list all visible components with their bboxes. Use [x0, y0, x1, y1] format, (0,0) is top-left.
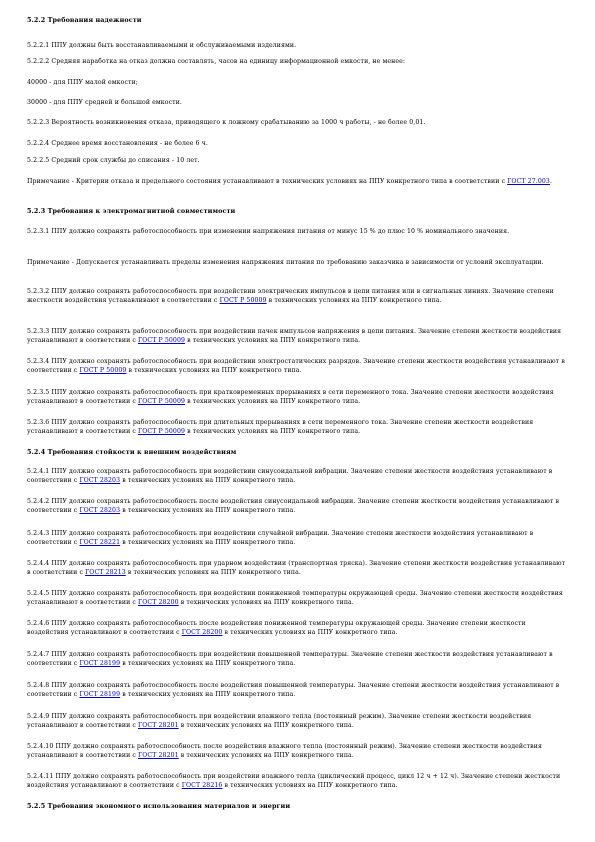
paragraph-text: 5.2.4.9 ППУ должно сохранять работоспособность при воздействии влажного тепла (постоянный режим). Значение степени жесткости воздействия устанавливают в соответствии с: [27, 713, 532, 729]
block-7: [27, 156, 569, 165]
paragraph-text: 5.2.2.4 Среднее время восстановления - не более 6 ч.: [27, 140, 208, 147]
block-27: [27, 742, 569, 760]
block-26: [27, 712, 569, 730]
block-15: [27, 388, 569, 406]
paragraph-text-end: в технических условиях на ППУ конкретного типа.: [268, 297, 442, 304]
standard-link[interactable]: ГОСТ 28199: [79, 691, 121, 698]
block-28: [27, 772, 569, 790]
block-12: [27, 287, 569, 305]
paragraph-text: 5.2.4.1 ППУ должно сохранять работоспособность при воздействии синусоидальной вибрации. Значение степени жесткости воздействия устанавливают в соответствии с: [27, 468, 553, 484]
block-21: [27, 559, 569, 577]
block-20: [27, 529, 569, 547]
paragraph-text: 5.2.3.3 ППУ должно сохранять работоспособность при воздействии пачек импульсов напряжения в цепи питания. Значение степени жесткости воздействия устанавливают в соответствии с: [27, 328, 562, 344]
paragraph-text: 5.2.4.7 ППУ должно сохранять работоспособность при воздействии повышенной температуры. Значение степени жесткости воздействия устанавливают в соответствии с: [27, 651, 553, 667]
paragraph-text: 30000 - для ППУ средней и большой емкости.: [27, 99, 182, 106]
heading-text: 5.2.5 Требования экономного использования материалов и энергии: [27, 802, 291, 810]
paragraph-text-end: в технических условиях на ППУ конкретного типа.: [122, 477, 296, 484]
paragraph-text-end: в технических условиях на ППУ конкретного типа.: [180, 722, 354, 729]
paragraph-text: 5.2.3.4 ППУ должно сохранять работоспособность при воздействии электростатических разрядов. Значение степени жесткости воздействия устанавливают в соответствии с: [27, 358, 565, 374]
paragraph-text: 5.2.4.6 ППУ должно сохранять работоспособность после воздействия пониженной температуры окружающей среды. Значение степени жесткости воздействия устанавливают в соответствии с: [27, 620, 526, 636]
block-6: [27, 139, 569, 148]
standard-link[interactable]: ГОСТ 28200: [181, 629, 223, 636]
standard-link[interactable]: ГОСТ Р 50009: [138, 398, 186, 405]
standard-link[interactable]: ГОСТ 28201: [138, 752, 179, 759]
paragraph-text: 5.2.3.6 ППУ должно сохранять работоспособность при длительных прерываниях в сети переменного тока. Значение степени жесткости воздействия устанавливают в соответствии с: [27, 419, 534, 435]
paragraph-text: 5.2.2.2 Средняя наработка на отказ должна составлять, часов на единицу информационной емкости, не менее:: [27, 58, 406, 65]
standard-link[interactable]: ГОСТ 28201: [138, 722, 179, 729]
paragraph-text: 5.2.4.10 ППУ должно сохранять работоспособность после воздействия влажного тепла (постоянный режим). Значение степени жесткости воздействия устанавливают в соответствии с: [27, 743, 542, 759]
paragraph-text-end: в технических условиях на ППУ конкретного типа.: [187, 398, 361, 405]
block-24: [27, 650, 569, 668]
standard-link[interactable]: ГОСТ 28203: [79, 507, 121, 514]
block-14: [27, 357, 569, 375]
paragraph-text: 5.2.2.1 ППУ должны быть восстанавливаемыми и обслуживаемыми изделиями.: [27, 42, 297, 49]
heading-text: 5.2.3 Требования к электромагнитной совместимости: [27, 207, 236, 215]
paragraph-text-end: в технических условиях на ППУ конкретного типа.: [187, 337, 361, 344]
paragraph-text: 5.2.3.1 ППУ должно сохранять работоспособность при изменении напряжения питания от минус 15 % до плюс 10 % номинального значения.: [27, 228, 510, 235]
note-text: Примечание - Критерии отказа и предельного состояния устанавливают в технических условиях на ППУ конкретного типа в соответствии с: [27, 178, 506, 185]
paragraph-text-end: в технических условиях на ППУ конкретного типа.: [128, 367, 302, 374]
paragraph-text-end: в технических условиях на ППУ конкретного типа.: [122, 691, 296, 698]
heading-text: 5.2.2 Требования надежности: [27, 16, 142, 24]
paragraph-text-end: в технических условиях на ППУ конкретного типа.: [180, 599, 354, 606]
standard-link[interactable]: ГОСТ 28200: [138, 599, 179, 606]
block-3: [27, 78, 569, 87]
standard-link[interactable]: ГОСТ 28216: [181, 782, 223, 789]
note-text-end: .: [549, 178, 553, 185]
paragraph-text-end: в технических условиях на ППУ конкретного типа.: [122, 660, 296, 667]
block-13: [27, 327, 569, 345]
paragraph-text: 40000 - для ППУ малой емкости;: [27, 79, 138, 86]
standard-link[interactable]: ГОСТ 27.003: [507, 178, 550, 185]
paragraph-text-end: в технических условиях на ППУ конкретного типа.: [127, 569, 301, 576]
paragraph-text: 5.2.2.5 Средний срок службы до списания - 10 лет.: [27, 157, 200, 164]
block-1: [27, 41, 569, 50]
standard-link[interactable]: ГОСТ 28221: [79, 539, 121, 546]
block-23: [27, 619, 569, 637]
heading-text: 5.2.4 Требования стойкости к внешним воздействиям: [27, 448, 237, 456]
block-25: [27, 681, 569, 699]
paragraph-text-end: в технических условиях на ППУ конкретного типа.: [224, 629, 398, 636]
note-text: Примечание - Допускается устанавливать пределы изменения напряжения питания по требованию заказчика в зависимости от условий эксплуатации.: [27, 259, 544, 266]
standard-link[interactable]: ГОСТ Р 50009: [219, 297, 267, 304]
paragraph-text: 5.2.4.2 ППУ должно сохранять работоспособность после воздействия синусоидальной вибрации. Значение степени жесткости воздействия устанавливают в соответствии с: [27, 498, 560, 514]
paragraph-text: 5.2.3.5 ППУ должно сохранять работоспособность при кратковременных прерываниях в сети переменного тока. Значение степени жесткости воздействия устанавливают в соответствии с: [27, 389, 554, 405]
paragraph-text: 5.2.4.3 ППУ должно сохранять работоспособность при воздействии случайной вибрации. Значение степени жесткости воздействия устанавливают в соответствии с: [27, 530, 534, 546]
paragraph-text-end: в технических условиях на ППУ конкретного типа.: [122, 539, 296, 546]
paragraph-text-end: в технических условиях на ППУ конкретного типа.: [224, 782, 398, 789]
paragraph-text: 5.2.4.5 ППУ должно сохранять работоспособность при воздействии пониженной температуры окружающей среды. Значение степени жесткости воздействия устанавливают в соответствии с: [27, 590, 563, 606]
standard-link[interactable]: ГОСТ 28199: [79, 660, 121, 667]
block-10: [27, 227, 569, 236]
paragraph-text: 5.2.4.11 ППУ должно сохранять работоспособность при воздействии влажного тепла (циклический процесс, цикл 12 ч + 12 ч). Значение степени жесткости воздействия устанавливают в соответствии с: [27, 773, 561, 789]
paragraph-text-end: в технических условиях на ППУ конкретного типа.: [180, 752, 354, 759]
paragraph-text: 5.2.4.4 ППУ должно сохранять работоспособность при ударном воздействии (транспортная тряска). Значение степени жесткости воздействия устанавливают в соответствии с: [27, 560, 566, 576]
block-18: [27, 467, 569, 485]
block-19: [27, 497, 569, 515]
block-2: [27, 57, 569, 66]
paragraph-text: 5.2.3.2 ППУ должно сохранять работоспособность при воздействии электрических импульсов в цепи питания или в сигнальных линиях. Значение степени жесткости воздействия устанавливают в соответствии с: [27, 288, 554, 304]
block-5: [27, 118, 569, 127]
block-22: [27, 589, 569, 607]
block-29: [27, 802, 569, 811]
block-0: [27, 16, 569, 25]
paragraph-text: 5.2.4.8 ППУ должно сохранять работоспособность после воздействия повышенной температуры. Значение степени жесткости воздействия устанавливают в соответствии с: [27, 682, 560, 698]
block-9: [27, 207, 569, 216]
paragraph-text-end: в технических условиях на ППУ конкретного типа.: [187, 428, 361, 435]
block-8: [27, 177, 569, 186]
paragraph-text: 5.2.2.3 Вероятность возникновения отказа, приводящего к ложному срабатыванию за 1000 ч работы, - не более 0,01.: [27, 119, 426, 126]
standard-link[interactable]: ГОСТ 28203: [79, 477, 121, 484]
standard-link[interactable]: ГОСТ Р 50009: [138, 337, 186, 344]
standard-link[interactable]: ГОСТ Р 50009: [138, 428, 186, 435]
block-4: [27, 98, 569, 107]
paragraph-text-end: в технических условиях на ППУ конкретного типа.: [122, 507, 296, 514]
standard-link[interactable]: ГОСТ 28213: [85, 569, 126, 576]
block-11: [27, 258, 569, 267]
standard-link[interactable]: ГОСТ Р 50009: [79, 367, 127, 374]
block-16: [27, 418, 569, 436]
block-17: [27, 448, 569, 457]
